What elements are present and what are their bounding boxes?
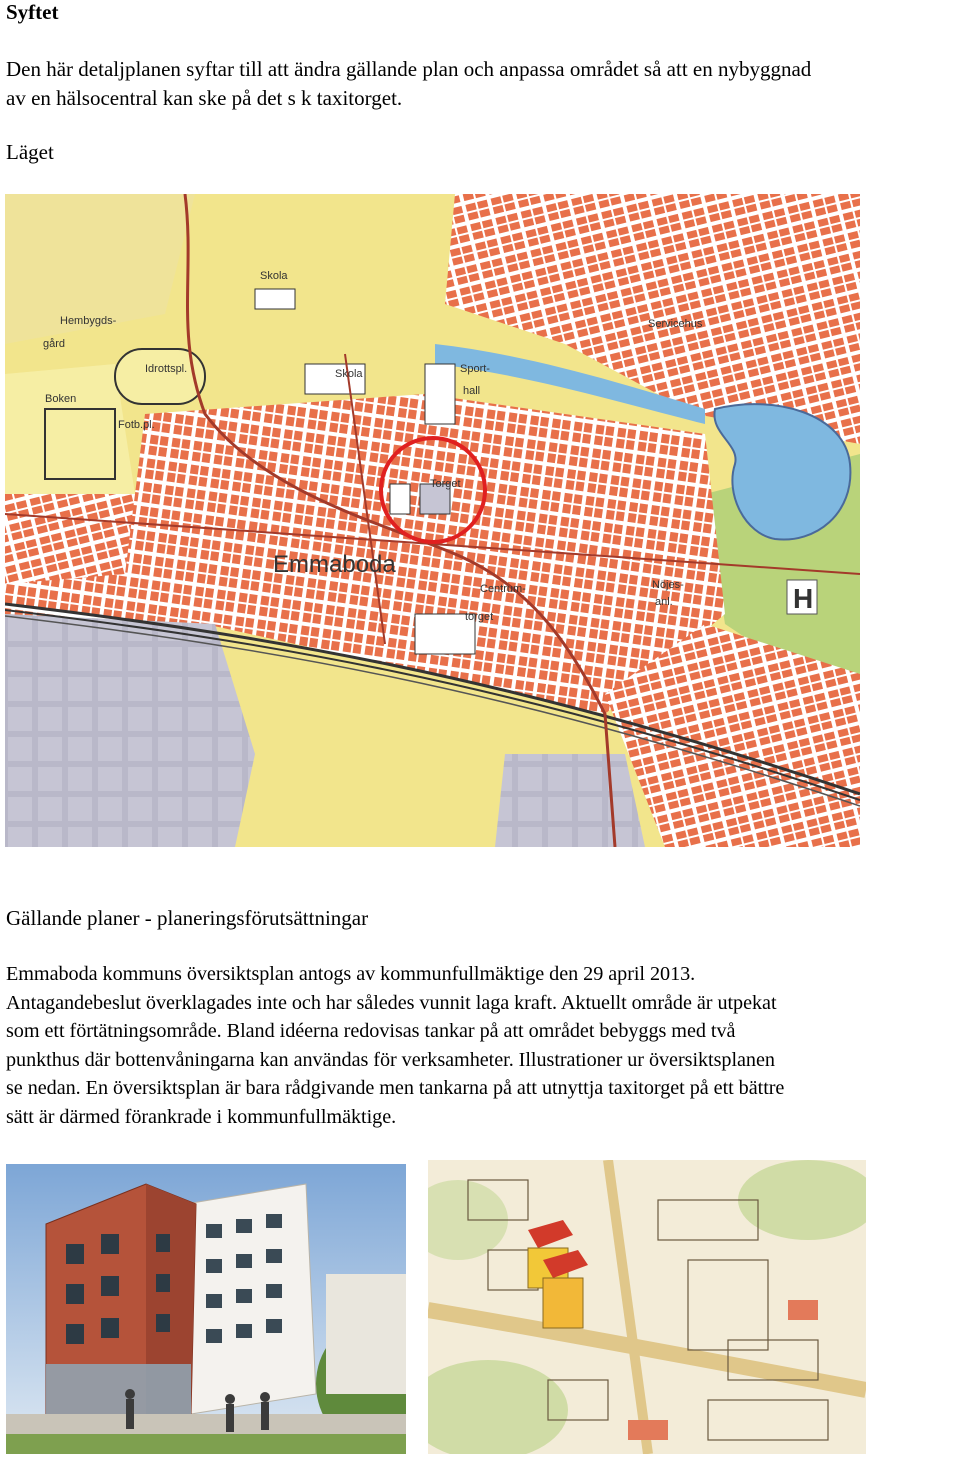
heading-syftet: Syftet (6, 0, 59, 24)
map-label-hall: hall (463, 385, 481, 397)
map-label-sport: Sport- (460, 363, 490, 375)
map-label-hembygds: Hembygds- (60, 315, 117, 327)
building-rendering-image (6, 1164, 406, 1454)
planer-line-6: sätt är därmed förankrade i kommunfullmäktige. (6, 1105, 397, 1128)
syftet-paragraph (6, 55, 811, 112)
syftet-line-2: av en hälsocentral kan ske på det s k taxitorget. (6, 85, 403, 110)
syftet-line-1: Den här detaljplanen syftar till att ändra gällande plan och anpassa området så att en nybyggnad (6, 57, 812, 81)
heading-gallande-planer: Gällande planer - planeringsförutsättningar (6, 906, 369, 930)
planer-line-3: som ett förtätningsområde. Bland idéerna redovisas tankar på att området bebyggs med två (6, 1020, 736, 1043)
map-label-fotb: Fotb.pl. (118, 419, 155, 431)
map-label-servicehus: Servicehus (648, 318, 703, 330)
map-label-h-symbol: H (793, 583, 814, 614)
planer-line-2: Antagandebeslut överklagades inte och har således vunnit laga kraft. Aktuellt område är utpekat (6, 991, 777, 1014)
planer-line-4: punkthus där bottenvåningarna kan användas för verksamheter. Illustrationer ur översiktsplanen (6, 1048, 775, 1071)
map-label-idrottspl: Idrottspl. (145, 363, 188, 375)
map-label-centrum: Centrum- (480, 583, 526, 595)
location-map (5, 194, 860, 847)
sketch-illustration-image (428, 1160, 866, 1454)
map-label-boken: Boken (45, 393, 77, 405)
planer-line-5: se nedan. En översiktsplan är bara rådgivande men tankarna på att utnyttja taxitorget på ett bättre (6, 1077, 785, 1100)
planer-paragraph (6, 960, 960, 1132)
heading-laget: Läget (6, 140, 54, 164)
map-label-anl: anl. (655, 596, 673, 608)
map-label-torget2: torget (465, 611, 494, 623)
map-label-nojes: Nöjes- (652, 579, 684, 591)
planer-line-1: Emmaboda kommuns översiktsplan antogs av kommunfullmäktige den 29 april 2013. (6, 963, 696, 985)
map-label-torget: Torget (430, 478, 461, 490)
map-label-gard: gård (43, 338, 66, 350)
map-label-skola-top: Skola (260, 270, 288, 282)
map-label-skola-mid: Skola (335, 368, 363, 380)
map-label-town: Emmaboda (273, 551, 396, 578)
